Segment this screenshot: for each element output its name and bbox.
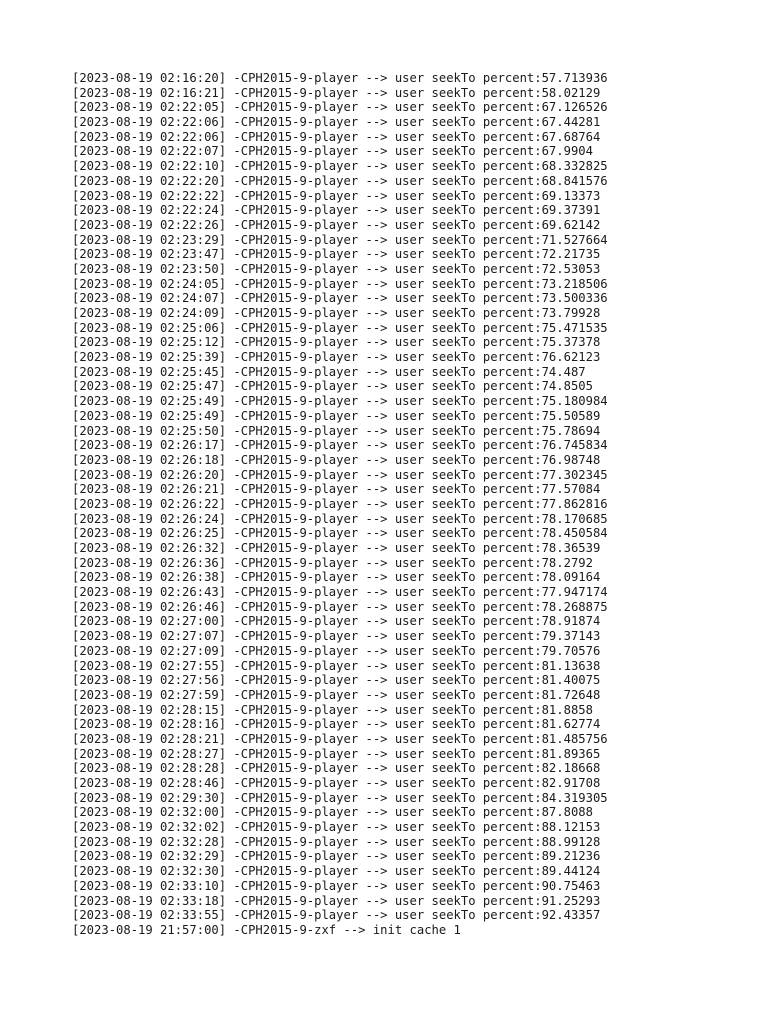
log-line: [2023-08-19 02:26:22] -CPH2015-9-player --> user seekTo percent:77.862816 — [72, 496, 608, 511]
log-line: [2023-08-19 02:26:18] -CPH2015-9-player --> user seekTo percent:76.98748 — [72, 452, 601, 467]
log-line: [2023-08-19 02:32:02] -CPH2015-9-player --> user seekTo percent:88.12153 — [72, 820, 601, 835]
log-line: [2023-08-19 02:28:28] -CPH2015-9-player --> user seekTo percent:82.18668 — [72, 761, 601, 776]
log-line: [2023-08-19 02:26:36] -CPH2015-9-player --> user seekTo percent:78.2792 — [72, 555, 593, 570]
log-line: [2023-08-19 02:25:50] -CPH2015-9-player --> user seekTo percent:75.78694 — [72, 423, 601, 438]
log-line: [2023-08-19 02:25:45] -CPH2015-9-player --> user seekTo percent:74.487 — [72, 364, 586, 379]
log-line: [2023-08-19 21:57:00] -CPH2015-9-zxf --> init cache 1 — [72, 922, 461, 937]
log-line: [2023-08-19 02:24:07] -CPH2015-9-player --> user seekTo percent:73.500336 — [72, 291, 608, 306]
log-line: [2023-08-19 02:22:26] -CPH2015-9-player --> user seekTo percent:69.62142 — [72, 217, 601, 232]
log-line: [2023-08-19 02:32:00] -CPH2015-9-player --> user seekTo percent:87.8088 — [72, 805, 593, 820]
log-view — [72, 71, 752, 938]
log-line: [2023-08-19 02:33:55] -CPH2015-9-player --> user seekTo percent:92.43357 — [72, 908, 601, 923]
log-line: [2023-08-19 02:28:27] -CPH2015-9-player --> user seekTo percent:81.89365 — [72, 746, 601, 761]
log-line: [2023-08-19 02:22:06] -CPH2015-9-player --> user seekTo percent:67.68764 — [72, 129, 601, 144]
log-line: [2023-08-19 02:26:32] -CPH2015-9-player --> user seekTo percent:78.36539 — [72, 541, 601, 555]
log-line: [2023-08-19 02:27:00] -CPH2015-9-player --> user seekTo percent:78.91874 — [72, 614, 601, 629]
log-line: [2023-08-19 02:28:16] -CPH2015-9-player --> user seekTo percent:81.62774 — [72, 717, 601, 732]
log-line: [2023-08-19 02:16:21] -CPH2015-9-player --> user seekTo percent:58.02129 — [72, 85, 601, 100]
log-line: [2023-08-19 02:22:06] -CPH2015-9-player --> user seekTo percent:67.44281 — [72, 115, 601, 130]
log-line: [2023-08-19 02:25:06] -CPH2015-9-player --> user seekTo percent:75.471535 — [72, 320, 608, 335]
log-line: [2023-08-19 02:33:10] -CPH2015-9-player --> user seekTo percent:90.75463 — [72, 878, 601, 893]
log-line: [2023-08-19 02:23:50] -CPH2015-9-player --> user seekTo percent:72.53053 — [72, 261, 601, 276]
log-line: [2023-08-19 02:25:12] -CPH2015-9-player --> user seekTo percent:75.37378 — [72, 335, 601, 350]
log-line: [2023-08-19 02:22:07] -CPH2015-9-player --> user seekTo percent:67.9904 — [72, 144, 593, 159]
log-line: [2023-08-19 02:25:49] -CPH2015-9-player --> user seekTo percent:75.50589 — [72, 408, 601, 423]
log-line: [2023-08-19 02:28:46] -CPH2015-9-player --> user seekTo percent:82.91708 — [72, 776, 601, 790]
log-line: [2023-08-19 02:22:22] -CPH2015-9-player --> user seekTo percent:69.13373 — [72, 188, 601, 203]
log-line: [2023-08-19 02:33:18] -CPH2015-9-player --> user seekTo percent:91.25293 — [72, 893, 601, 908]
log-line: [2023-08-19 02:23:47] -CPH2015-9-player --> user seekTo percent:72.21735 — [72, 247, 601, 262]
log-line: [2023-08-19 02:26:24] -CPH2015-9-player --> user seekTo percent:78.170685 — [72, 511, 608, 526]
log-line: [2023-08-19 02:27:59] -CPH2015-9-player --> user seekTo percent:81.72648 — [72, 687, 601, 702]
log-line: [2023-08-19 02:29:30] -CPH2015-9-player --> user seekTo percent:84.319305 — [72, 790, 608, 805]
log-line: [2023-08-19 02:24:09] -CPH2015-9-player --> user seekTo percent:73.79928 — [72, 306, 601, 320]
log-line: [2023-08-19 02:26:38] -CPH2015-9-player --> user seekTo percent:78.09164 — [72, 570, 601, 585]
log-line: [2023-08-19 02:26:46] -CPH2015-9-player --> user seekTo percent:78.268875 — [72, 599, 608, 614]
log-line: [2023-08-19 02:28:15] -CPH2015-9-player --> user seekTo percent:81.8858 — [72, 702, 593, 717]
log-line: [2023-08-19 02:24:05] -CPH2015-9-player --> user seekTo percent:73.218506 — [72, 276, 608, 291]
log-line: [2023-08-19 02:27:09] -CPH2015-9-player --> user seekTo percent:79.70576 — [72, 643, 601, 658]
log-line: [2023-08-19 02:25:49] -CPH2015-9-player --> user seekTo percent:75.180984 — [72, 394, 608, 409]
log-line: [2023-08-19 02:22:24] -CPH2015-9-player --> user seekTo percent:69.37391 — [72, 203, 601, 218]
log-line: [2023-08-19 02:22:05] -CPH2015-9-player --> user seekTo percent:67.126526 — [72, 100, 608, 115]
log-line: [2023-08-19 02:26:25] -CPH2015-9-player --> user seekTo percent:78.450584 — [72, 526, 608, 541]
log-line: [2023-08-19 02:27:07] -CPH2015-9-player --> user seekTo percent:79.37143 — [72, 629, 601, 644]
log-line: [2023-08-19 02:23:29] -CPH2015-9-player --> user seekTo percent:71.527664 — [72, 232, 608, 247]
log-line: [2023-08-19 02:16:20] -CPH2015-9-player --> user seekTo percent:57.713936 — [72, 71, 608, 85]
log-line: [2023-08-19 02:27:55] -CPH2015-9-player --> user seekTo percent:81.13638 — [72, 658, 601, 673]
log-line: [2023-08-19 02:26:43] -CPH2015-9-player --> user seekTo percent:77.947174 — [72, 585, 608, 600]
log-line: [2023-08-19 02:27:56] -CPH2015-9-player --> user seekTo percent:81.40075 — [72, 673, 601, 688]
log-line: [2023-08-19 02:22:20] -CPH2015-9-player --> user seekTo percent:68.841576 — [72, 173, 608, 188]
log-line: [2023-08-19 02:26:20] -CPH2015-9-player --> user seekTo percent:77.302345 — [72, 467, 608, 482]
log-line: [2023-08-19 02:22:10] -CPH2015-9-player --> user seekTo percent:68.332825 — [72, 159, 608, 174]
log-line: [2023-08-19 02:25:47] -CPH2015-9-player --> user seekTo percent:74.8505 — [72, 379, 593, 394]
log-line: [2023-08-19 02:26:21] -CPH2015-9-player --> user seekTo percent:77.57084 — [72, 482, 601, 497]
log-line: [2023-08-19 02:32:28] -CPH2015-9-player --> user seekTo percent:88.99128 — [72, 834, 601, 849]
log-line: [2023-08-19 02:25:39] -CPH2015-9-player --> user seekTo percent:76.62123 — [72, 350, 601, 365]
log-line: [2023-08-19 02:32:29] -CPH2015-9-player --> user seekTo percent:89.21236 — [72, 849, 601, 864]
log-line: [2023-08-19 02:26:17] -CPH2015-9-player --> user seekTo percent:76.745834 — [72, 438, 608, 453]
log-line: [2023-08-19 02:28:21] -CPH2015-9-player --> user seekTo percent:81.485756 — [72, 731, 608, 746]
log-line: [2023-08-19 02:32:30] -CPH2015-9-player --> user seekTo percent:89.44124 — [72, 864, 601, 879]
